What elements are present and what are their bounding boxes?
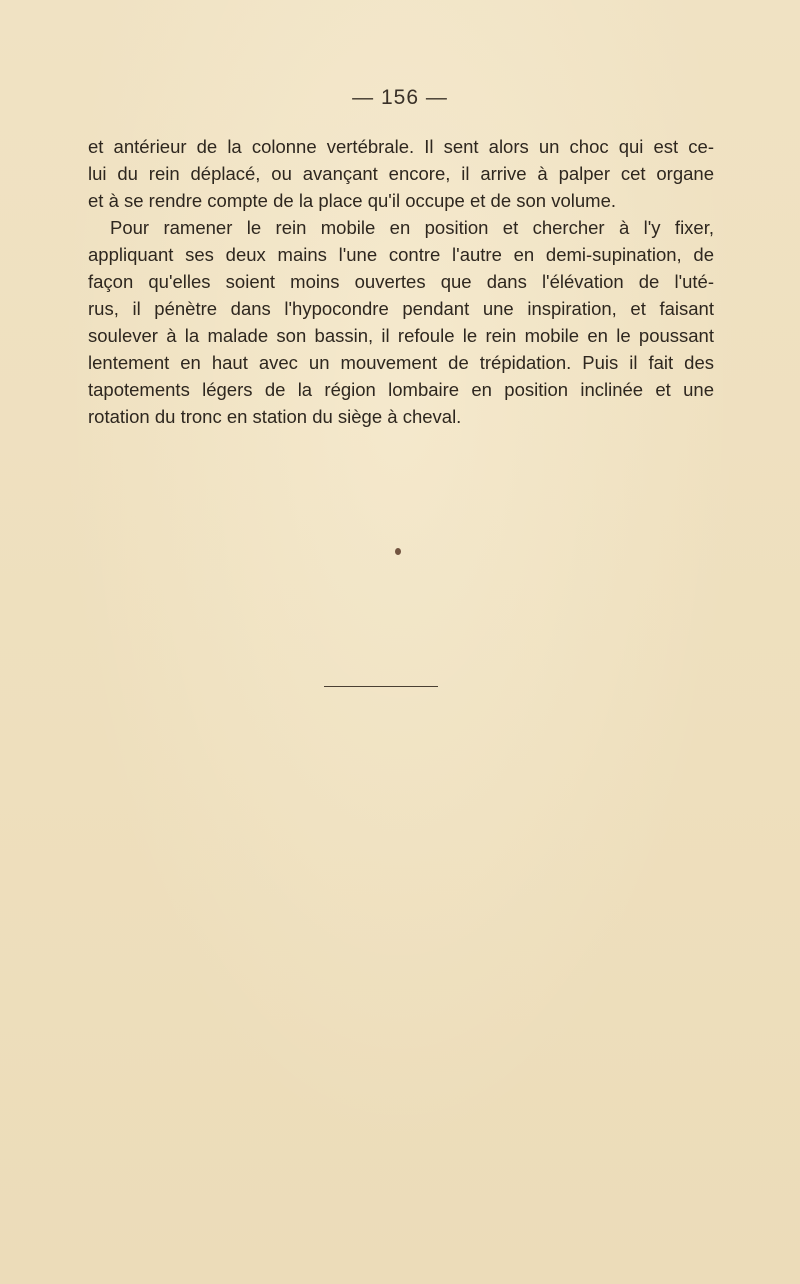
section-end-rule bbox=[324, 686, 438, 687]
ink-spot bbox=[395, 548, 401, 555]
text-line: tapotements légers de la région lombaire en position inclinée et une bbox=[88, 379, 714, 400]
text-line: rotation du tronc en station du siège à cheval. bbox=[88, 406, 462, 427]
page-number: — 156 — bbox=[352, 86, 448, 109]
text-line: et à se rendre compte de la place qu'il occupe et de son volume. bbox=[88, 190, 617, 211]
text-line: lentement en haut avec un mouvement de trépidation. Puis il fait des bbox=[88, 352, 714, 373]
text-line: façon qu'elles soient moins ouvertes que dans l'élévation de l'uté- bbox=[88, 271, 714, 292]
paragraph-start-line: Pour ramener le rein mobile en position et chercher à l'y fixer, bbox=[110, 217, 714, 238]
text-line: soulever à la malade son bassin, il refoule le rein mobile en le poussant bbox=[88, 325, 714, 346]
text-line: appliquant ses deux mains l'une contre l'autre en demi-supination, de bbox=[88, 244, 714, 265]
text-line: rus, il pénètre dans l'hypocondre pendant une inspiration, et faisant bbox=[88, 298, 714, 319]
text-line: lui du rein déplacé, ou avançant encore, il arrive à palper cet organe bbox=[88, 163, 714, 184]
body-text bbox=[88, 133, 714, 430]
text-line: et antérieur de la colonne vertébrale. Il sent alors un choc qui est ce- bbox=[88, 136, 714, 157]
